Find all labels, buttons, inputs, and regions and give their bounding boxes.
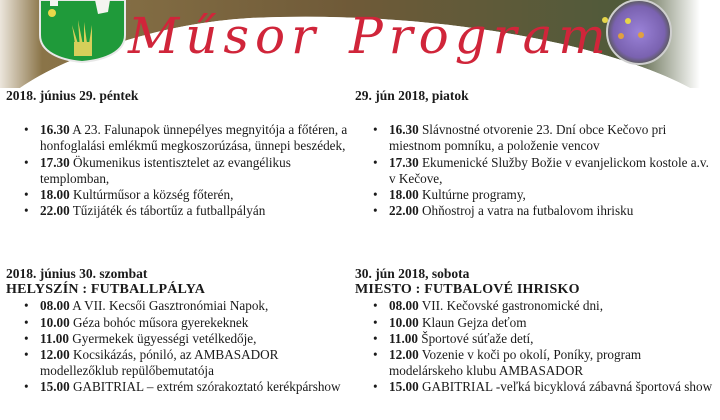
- bullet-icon: •: [24, 154, 29, 170]
- bullet-icon: •: [24, 187, 29, 203]
- day1-event-list: [6, 122, 351, 219]
- hungarian-program-column: [6, 88, 351, 395]
- list-item: • 17.30 Ekumenické Služby Božie v evanjelickom kostole a.v. v Kečove,: [373, 154, 709, 186]
- bullet-icon: •: [24, 379, 29, 395]
- list-item: • 22.00 Ohňostroj a vatra na futbalovom ihrisku: [373, 203, 634, 219]
- day2-event-list: [355, 298, 715, 395]
- day2-date-heading: 30. jún 2018, sobota: [355, 266, 470, 281]
- list-item: • 18.00 Kultúrműsor a község főterén,: [24, 187, 234, 203]
- header-banner: [0, 0, 720, 88]
- bullet-icon: •: [24, 122, 29, 138]
- list-item: • 12.00 Kocsikázás, póniló, az AMBASADOR modellezőklub repülőbemutatója: [24, 347, 279, 379]
- list-item: • 11.00 Športové súťaže detí,: [373, 330, 534, 346]
- list-item: • 16.30 Slávnostné otvorenie 23. Dní obce Kečovo pri miestnom pomníku, a položenie vencov: [373, 122, 667, 154]
- bullet-icon: •: [24, 347, 29, 363]
- coat-of-arms-icon: [40, 0, 125, 62]
- bullet-icon: •: [24, 330, 29, 346]
- list-item: • 16.30 A 23. Falunapok ünnepélyes megnyitója a főtéren, a honfoglalási emlékmű megkoszorúzása, ünnepi beszédek,: [24, 122, 348, 154]
- list-item: • 08.00 A VII. Kecsői Gasztronómiai Napok,: [24, 298, 269, 314]
- list-item: • 10.00 Géza bohóc műsora gyerekeknek: [24, 314, 249, 330]
- title-word-musor: Műsor: [128, 7, 322, 65]
- bullet-icon: •: [373, 203, 378, 219]
- slovak-program-column: [355, 88, 715, 395]
- bullet-icon: •: [24, 298, 29, 314]
- list-item: • 11.00 Gyermekek ügyességi vetélkedője,: [24, 330, 257, 346]
- list-item: • 22.00 Tűzijáték és tábortűz a futballpályán: [24, 203, 266, 219]
- bullet-icon: •: [373, 122, 378, 138]
- bullet-icon: •: [373, 314, 378, 330]
- bullet-icon: •: [373, 154, 378, 170]
- list-item: • 08.00 VII. Kečovské gastronomické dni,: [373, 298, 604, 314]
- bullet-icon: •: [24, 314, 29, 330]
- day1-event-list: [355, 122, 715, 219]
- list-item: • 10.00 Klaun Gejza deťom: [373, 314, 527, 330]
- day1-date-heading: 29. jún 2018, piatok: [355, 88, 469, 103]
- bullet-icon: •: [373, 379, 378, 395]
- list-item: • 15.00 GABITRIAL – extrém szórakoztató kerékpárshow: [24, 379, 341, 395]
- list-item: • 15.00 GABITRIAL -veľká bicyklová zábavná športová show: [373, 379, 713, 395]
- list-item: • 12.00 Vozenie v koči po okolí, Poníky, program modelárskeho klubu AMBASADOR: [373, 347, 642, 379]
- bullet-icon: •: [373, 330, 378, 346]
- bullet-icon: •: [373, 187, 378, 203]
- day2-place-heading: HELYSZÍN : FUTBALLPÁLYA: [6, 282, 206, 298]
- bullet-icon: •: [373, 347, 378, 363]
- list-item: • 18.00 Kultúrne programy,: [373, 187, 526, 203]
- list-item: • 17.30 Ökumenikus istentisztelet az evangélikus templomban,: [24, 154, 291, 186]
- day2-date-heading: 2018. június 30. szombat: [6, 266, 148, 281]
- title-word-program: Program: [349, 7, 612, 65]
- bullet-icon: •: [373, 298, 378, 314]
- day1-date-heading: 2018. június 29. péntek: [6, 88, 139, 103]
- page-title: [128, 6, 612, 66]
- day2-place-heading: MIESTO : FUTBALOVÉ IHRISKO: [355, 282, 580, 298]
- bullet-icon: •: [24, 203, 29, 219]
- day2-event-list: [6, 298, 351, 395]
